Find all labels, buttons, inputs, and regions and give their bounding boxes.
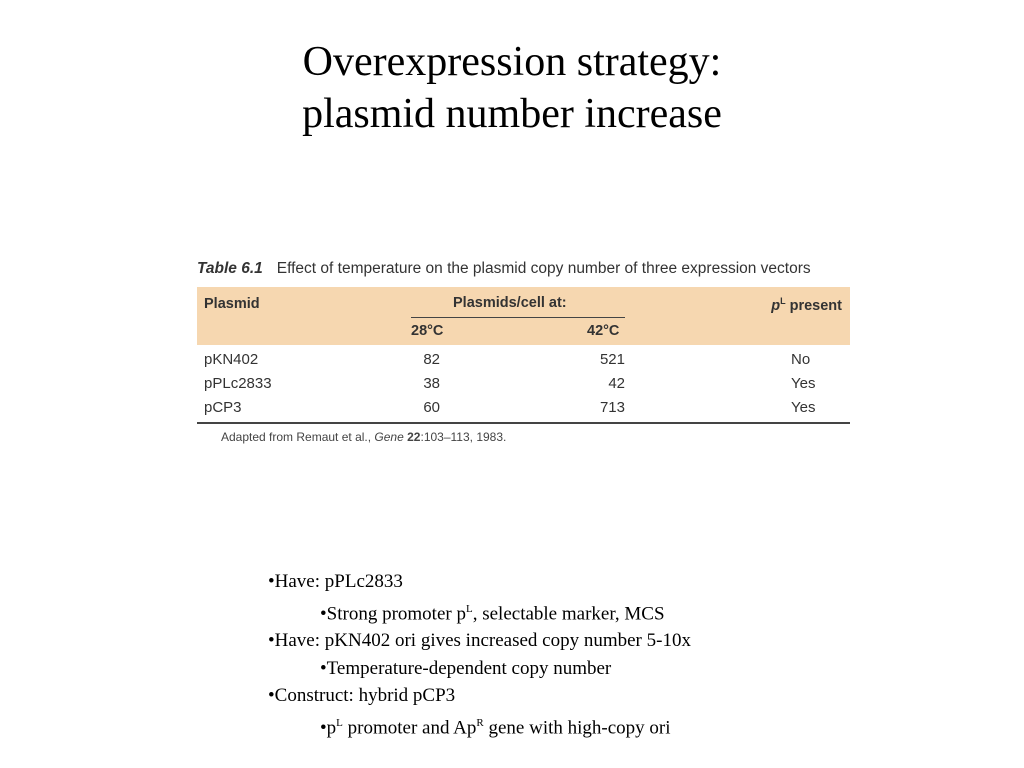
table-label: Table 6.1 (197, 260, 263, 277)
bullet-text: •Temperature-dependent copy number (320, 657, 612, 679)
cell-pl: No (791, 351, 811, 368)
list-item (268, 568, 968, 596)
list-item (268, 596, 968, 628)
cell-42c: 713 (599, 399, 625, 416)
header-pl-present (771, 296, 842, 314)
source-journal: Gene (374, 430, 404, 444)
bullet-list (268, 568, 968, 742)
list-item (268, 682, 968, 710)
cell-plasmid: pPLc2833 (204, 375, 272, 392)
table-row (197, 399, 850, 423)
header-plasmid: Plasmid (204, 296, 260, 312)
header-plasmids-per-cell: Plasmids/cell at: (453, 295, 567, 311)
title-line-2: plasmid number increase (302, 91, 722, 137)
cell-28c: 82 (423, 351, 440, 368)
table-figure (197, 258, 850, 444)
cell-42c: 42 (608, 375, 625, 392)
bullet-text: •Strong promoter p (320, 602, 466, 624)
bullet-sup-2: R (476, 716, 484, 729)
bullet-text: •Have: pKN402 ori gives increased copy number 5-10x (268, 630, 691, 652)
title-line-1: Overexpression strategy: (302, 39, 722, 85)
list-item (268, 710, 968, 742)
bullet-text-mid: promoter and Ap (342, 717, 477, 739)
table-caption (197, 258, 850, 279)
cell-plasmid: pKN402 (204, 351, 259, 368)
table-row (197, 351, 850, 375)
table-source (221, 430, 850, 444)
header-42c: 42°C (587, 323, 620, 339)
header-28c: 28°C (411, 323, 444, 339)
cell-pl: Yes (791, 375, 816, 392)
source-volume: 22 (407, 430, 421, 444)
bullet-sup: L (465, 602, 473, 615)
cell-pl: Yes (791, 399, 816, 416)
source-suffix: :103–113, 1983. (420, 430, 507, 444)
table-header (197, 287, 850, 345)
cell-28c: 60 (423, 399, 440, 416)
header-pl-p: p (771, 297, 781, 314)
bullet-text: •Construct: hybrid pCP3 (268, 685, 456, 707)
bullet-text: •p (320, 717, 337, 739)
bullet-text-tail: gene with high-copy ori (483, 717, 671, 739)
table-caption-text: Effect of temperature on the plasmid copy number of three expression vectors (276, 260, 811, 277)
header-pl-suffix: present (785, 297, 842, 314)
bullet-sup: L (336, 716, 343, 729)
table-row (197, 375, 850, 399)
slide-title (0, 36, 1024, 140)
list-item (268, 655, 968, 683)
header-divider (411, 317, 625, 318)
bullet-text-tail: , selectable marker, MCS (472, 602, 665, 624)
source-prefix: Adapted from Remaut et al., (221, 430, 375, 444)
cell-plasmid: pCP3 (204, 399, 242, 416)
cell-28c: 38 (423, 375, 440, 392)
list-item (268, 627, 968, 655)
table-body (197, 345, 850, 422)
header-pl-sup: L (780, 296, 786, 306)
bullet-text: •Have: pPLc2833 (268, 571, 403, 592)
cell-42c: 521 (599, 351, 625, 368)
